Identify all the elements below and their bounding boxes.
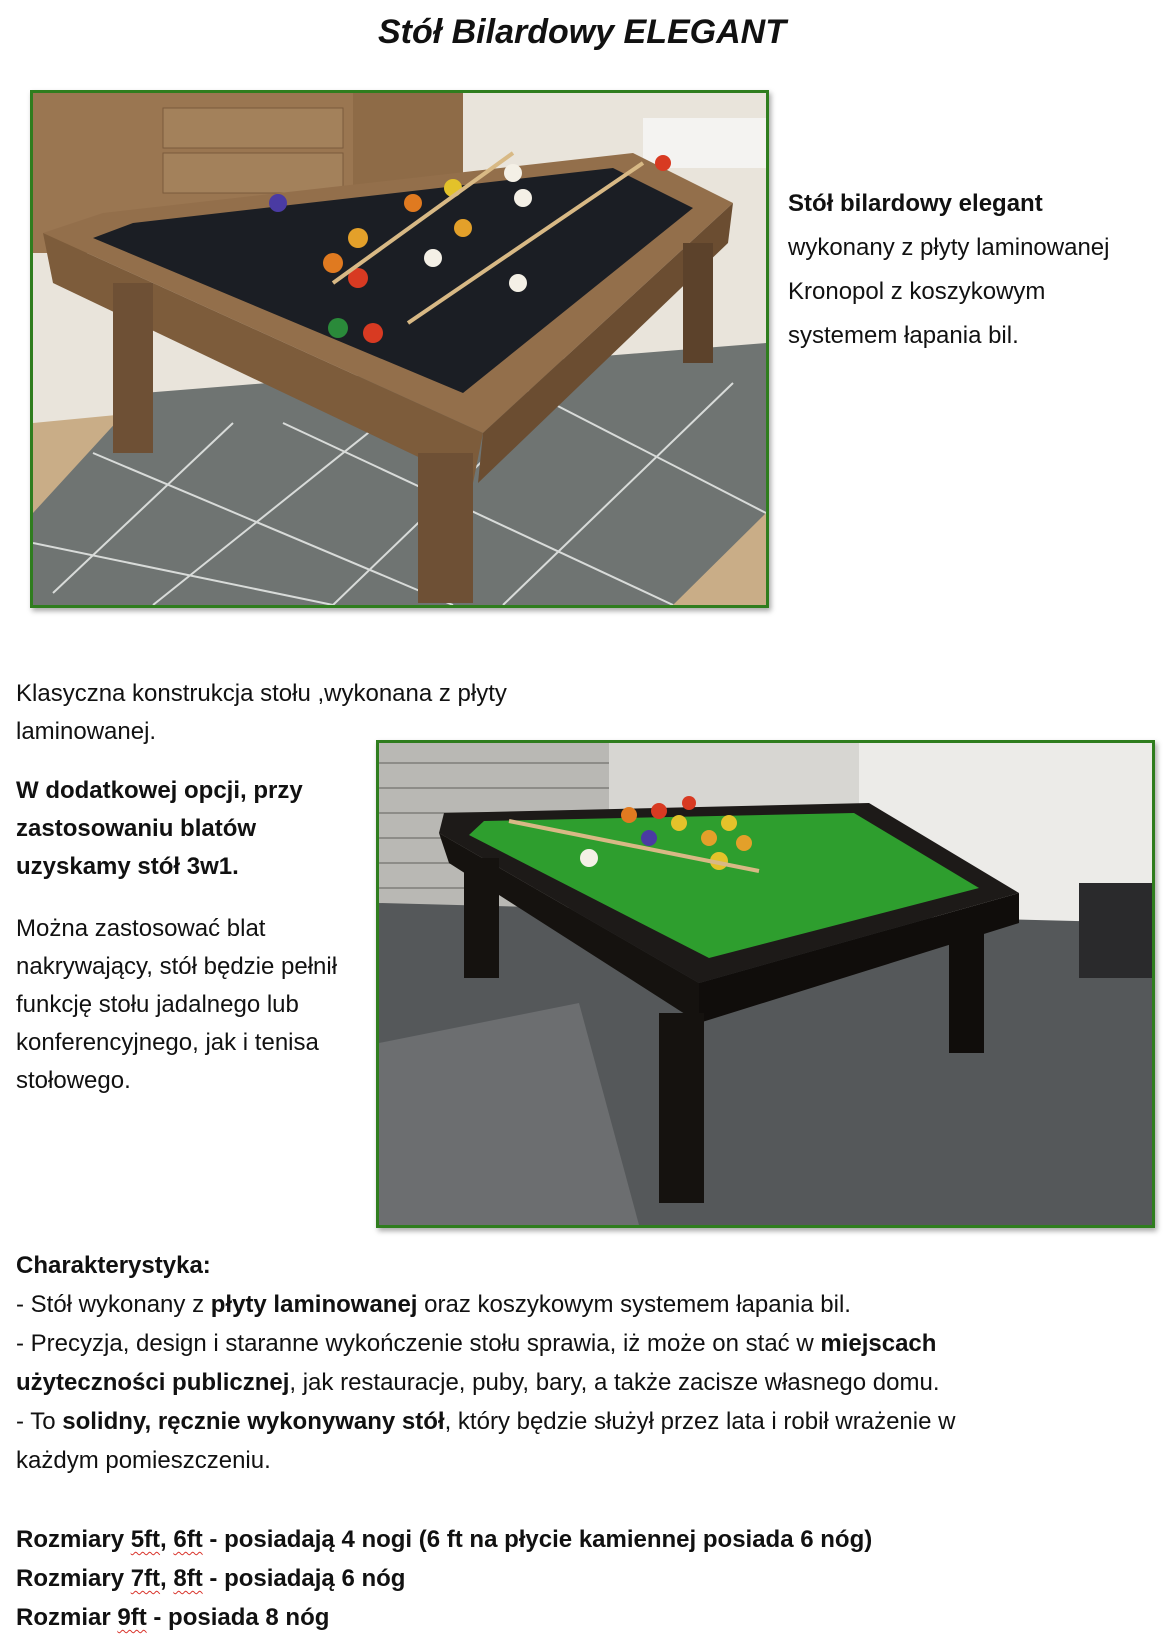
sizes-section	[16, 1520, 1156, 1637]
intro-text: wykonany z płyty laminowanej Kronopol z koszykowym systemem łapania bil.	[788, 234, 1110, 349]
item-2-text: - Precyzja, design i staranne wykończenie stołu sprawia, iż może on stać w	[16, 1330, 821, 1357]
intro-bold: Stół bilardowy elegant	[788, 190, 1043, 217]
sizes-2-desc: - posiadają 6 nóg	[202, 1565, 406, 1592]
sizes-1-sep: ,	[160, 1526, 174, 1553]
sizes-line-1	[16, 1520, 1156, 1559]
sizes-1-label: Rozmiary	[16, 1526, 131, 1553]
characteristics-item-1	[16, 1285, 1156, 1324]
sizes-3-desc: - posiada 8 nóg	[146, 1604, 330, 1631]
cover-text: Można zastosować blat nakrywający, stół będzie pełnił funkcję stołu jadalnego lub konferencyjnego, jak i tenisa stołowego.	[16, 915, 338, 1094]
size-6ft: 6ft	[173, 1526, 203, 1553]
characteristics-section	[16, 1246, 1156, 1480]
item-2-bold: miejscach	[820, 1330, 937, 1357]
sizes-2-sep: ,	[160, 1565, 174, 1592]
option-text: W dodatkowej opcji, przy zastosowaniu blatów uzyskamy stół 3w1.	[16, 777, 303, 880]
characteristics-heading: Charakterystyka:	[16, 1252, 211, 1279]
cover-paragraph	[16, 910, 356, 1100]
item-1-bold: płyty laminowanej	[210, 1291, 418, 1318]
item-1-text-end: oraz koszykowym systemem łapania bil.	[417, 1291, 851, 1318]
option-paragraph	[16, 772, 356, 886]
item-2-text-end: , jak restauracje, puby, bary, a także zacisze własnego domu.	[289, 1369, 940, 1396]
sizes-3-label: Rozmiar	[16, 1604, 118, 1631]
characteristics-item-3	[16, 1402, 1156, 1441]
intro-paragraph	[788, 182, 1118, 358]
photo-elegant-wood-table	[30, 90, 769, 608]
size-5ft: 5ft	[130, 1526, 161, 1553]
item-3-bold: solidny, ręcznie wykonywany stół	[62, 1408, 445, 1435]
sizes-line-3	[16, 1598, 1156, 1637]
size-9ft: 9ft	[117, 1604, 147, 1631]
characteristics-item-2-cont	[16, 1363, 1156, 1402]
sizes-1-desc: - posiadają 4 nogi (6 ft na płycie kamiennej posiada 6 nóg)	[202, 1526, 873, 1553]
sizes-2-label: Rozmiary	[16, 1565, 131, 1592]
sizes-line-2	[16, 1559, 1156, 1598]
size-7ft: 7ft	[130, 1565, 161, 1592]
page-title: Stół Bilardowy ELEGANT	[377, 13, 787, 51]
photo-black-green-table	[376, 740, 1155, 1228]
item-2-bold-cont: użyteczności publicznej	[16, 1369, 290, 1396]
item-1-text: - Stół wykonany z	[16, 1291, 211, 1318]
item-3-text-end: , który będzie służył przez lata i robił wrażenie w	[444, 1408, 956, 1435]
characteristics-item-2	[16, 1324, 1156, 1363]
characteristics-item-3-cont: każdym pomieszczeniu.	[16, 1447, 271, 1474]
size-8ft: 8ft	[173, 1565, 203, 1592]
classic-text: Klasyczna konstrukcja stołu ,wykonana z płyty laminowanej.	[16, 680, 507, 745]
item-3-text: - To	[16, 1408, 63, 1435]
